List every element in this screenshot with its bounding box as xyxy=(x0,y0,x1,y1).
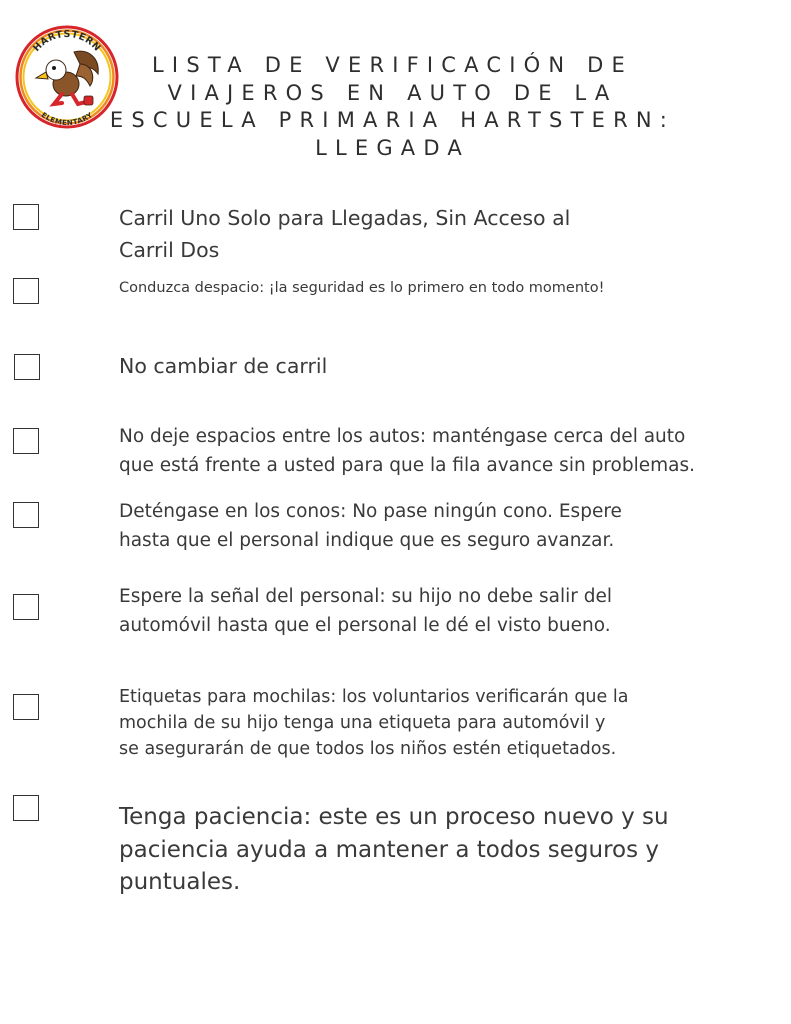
checklist-item-3 xyxy=(119,350,327,382)
checklist-item-1 xyxy=(119,202,570,266)
page-title xyxy=(100,52,685,162)
title-line: LLEGADA xyxy=(315,135,470,160)
item-text-line: Carril Dos xyxy=(119,238,220,262)
checkbox-item-3[interactable] xyxy=(14,354,40,380)
title-line: ESCUELA PRIMARIA HARTSTERN: xyxy=(109,108,676,132)
checklist-item-7 xyxy=(119,684,628,762)
logo-bottom-text: ELEMENTARY xyxy=(39,110,95,128)
title-line: VIAJEROS EN AUTO DE LA xyxy=(167,80,618,105)
title-line: LISTA DE VERIFICACIÓN DE xyxy=(152,53,633,77)
checkbox-item-1[interactable] xyxy=(13,204,39,230)
checkbox-item-4[interactable] xyxy=(13,428,39,454)
item-text-line: Espere la señal del personal: su hijo no debe salir del xyxy=(119,586,613,607)
checkbox-item-5[interactable] xyxy=(13,502,39,528)
item-text-line: No cambiar de carril xyxy=(119,354,328,378)
item-text-line: Conduzca despacio: ¡la seguridad es lo primero en todo momento! xyxy=(119,280,605,296)
checkbox-item-6[interactable] xyxy=(13,594,39,620)
checkbox-item-7[interactable] xyxy=(13,694,39,720)
checklist-item-8 xyxy=(119,801,669,899)
item-text-line: puntuales. xyxy=(119,869,241,895)
item-text-line: se asegurarán de que todos los niños estén etiquetados. xyxy=(119,739,617,759)
item-text-line: mochila de su hijo tenga una etiqueta para automóvil y xyxy=(119,713,606,733)
item-text-line: Etiquetas para mochilas: los voluntarios verificarán que la xyxy=(119,687,629,707)
checklist-item-2 xyxy=(119,278,604,298)
checkbox-item-2[interactable] xyxy=(13,278,39,304)
logo-top-text: HARTSTERN xyxy=(31,28,103,54)
item-text-line: Carril Uno Solo para Llegadas, Sin Acceso al xyxy=(119,206,571,230)
item-text-line: que está frente a usted para que la fila avance sin problemas. xyxy=(119,455,695,476)
item-text-line: Tenga paciencia: este es un proceso nuevo y su xyxy=(119,804,669,830)
item-text-line: Deténgase en los conos: No pase ningún cono. Espere xyxy=(119,501,622,522)
item-text-line: hasta que el personal indique que es seguro avanzar. xyxy=(119,530,615,551)
checklist-item-5 xyxy=(119,497,622,555)
item-text-line: No deje espacios entre los autos: manténgase cerca del auto xyxy=(119,426,686,447)
checklist-item-4 xyxy=(119,422,695,480)
checkbox-item-8[interactable] xyxy=(13,795,39,821)
item-text-line: automóvil hasta que el personal le dé el visto bueno. xyxy=(119,615,611,636)
checklist-item-6 xyxy=(119,582,612,640)
item-text-line: paciencia ayuda a mantener a todos seguros y xyxy=(119,836,660,863)
